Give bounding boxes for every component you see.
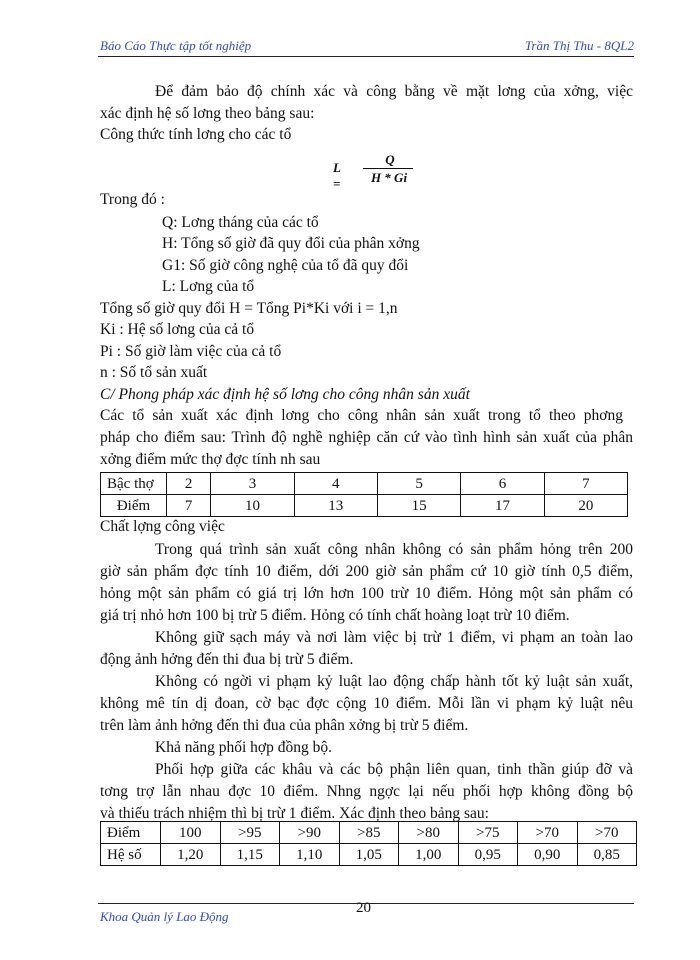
coef-value-cell: 0,95 [458,844,518,866]
coef-value-cell: 1,00 [399,844,459,866]
quality-e-2: tơng trợ lẫn nhau đợc 10 điểm. Nhng ngợc lại nếu phối hợp không đồng bộ [100,783,633,800]
points-row [101,495,628,517]
coef-value-cell: 1,10 [280,844,340,866]
coef-points-row [101,822,637,844]
points-cell: 20 [544,495,627,517]
coef-points-cell: >75 [458,822,518,844]
formula-lhs: L = [333,160,341,191]
section-c-para-2: pháp cho điểm sau: Trình độ nghề nghiệp căn cứ vào tình hình sản xuất của phân [100,429,633,446]
header-left-title: Báo Cáo Thực tập tốt nghiệp [100,38,252,53]
formula-denominator: H * Gi [370,170,408,185]
section-c-para-3: xởng điểm mức thợ đợc tính nh sau [100,451,321,468]
formula-numerator: Q [385,152,395,167]
quality-title: Chất lợng công việc [100,518,225,535]
footer-faculty: Khoa Quản lý Lao Động [100,909,229,924]
points-cell: 15 [377,495,460,517]
coef-value-cell: 1,05 [339,844,399,866]
quality-c-3: trên làm ảnh hởng đến thi đua của phân xởng bị trừ 5 điểm. [100,717,469,734]
quality-e-1: Phối hợp giữa các khâu và các bộ phận liên quan, tinh thần giúp đỡ và [155,761,633,778]
section-c-heading: C/ Phong pháp xác định hệ số lơng cho công nhân sản xuất [100,386,470,403]
intro-line-2: xác định hệ số lơng theo bảng sau: [100,105,315,122]
points-cell: 17 [461,495,544,517]
coef-points-cell: >85 [339,822,399,844]
grade-cell: 3 [211,473,294,495]
quality-a-2: giờ sản phẩm đợc tính 10 điểm, dới 200 giờ sản phẩm cứ 10 giờ tính 0,5 điểm, [100,563,633,580]
formula-fraction-bar [363,168,413,169]
coef-values-label: Hệ số [101,844,161,866]
intro-line-1: Để đảm bảo độ chính xác và công bằng về mặt lơng của xởng, việc [155,83,633,100]
coefficient-table [100,821,637,866]
grade-row-label: Bậc thợ [101,473,167,495]
points-cell: 7 [167,495,211,517]
quality-c-2: không mê tín dị đoan, cờ bạc đợc cộng 10 điểm. Mỗi lần vi phạm kỷ luật nêu [100,695,633,712]
header-author: Trần Thị Thu - 8QL2 [524,38,634,53]
section-c-para-1: Các tổ sản xuất xác định lơng cho công nhân sản xuất trong tổ theo phơng [100,407,623,424]
coef-value-cell: 1,15 [220,844,280,866]
intro-line-3: Công thức tính lơng cho các tổ [100,126,292,143]
quality-c-1: Không có ngời vi phạm kỷ luật lao động chấp hành tốt kỷ luật sản xuất, [155,673,633,690]
where-title: Trong đó : [100,191,165,208]
coef-points-cell: >70 [518,822,578,844]
coef-value-cell: 1,20 [161,844,221,866]
def-pi: Pi : Số giờ làm việc của cả tổ [100,343,282,360]
page-number: 20 [356,900,371,916]
where-g: G1: Số giờ công nghệ của tổ đã quy đổi [162,257,409,274]
coef-points-cell: >95 [220,822,280,844]
quality-b-2: động ảnh hởng đến thi đua bị trừ 5 điểm. [100,651,354,668]
grade-cell: 7 [544,473,627,495]
points-cell: 10 [211,495,294,517]
coef-points-cell: >80 [399,822,459,844]
grade-cell: 2 [167,473,211,495]
coef-values-row [101,844,637,866]
coef-points-cell: 100 [161,822,221,844]
quality-b-1: Không giữ sạch máy và nơi làm việc bị trừ 1 điểm, vi phạm an toàn lao [155,629,633,646]
grade-cell: 6 [461,473,544,495]
quality-d: Khả năng phối hợp đồng bộ. [155,739,332,756]
def-n: n : Số tổ sản xuất [100,364,208,381]
coef-value-cell: 0,85 [577,844,637,866]
points-cell: 13 [294,495,377,517]
coef-points-cell: >90 [280,822,340,844]
grade-row [101,473,628,495]
grade-table [100,472,628,517]
points-row-label: Điểm [101,495,167,517]
grade-cell: 4 [294,473,377,495]
grade-cell: 5 [377,473,460,495]
footer-rule [98,903,634,904]
quality-a-1: Trong quá trình sản xuất công nhân không có sản phẩm hỏng trên 200 [155,541,633,558]
def-total: Tổng số giờ quy đổi H = Tổng Pi*Ki với i = 1,n [100,300,398,317]
where-h: H: Tổng số giờ đã quy đổi của phân xởng [162,235,420,252]
where-q: Q: Lơng tháng của các tổ [162,214,319,231]
coef-value-cell: 0,90 [518,844,578,866]
coef-points-label: Điểm [101,822,161,844]
coef-points-cell: >70 [577,822,637,844]
def-ki: Ki : Hệ số lơng của cả tổ [100,321,255,338]
quality-a-4: giá trị nhỏ hơn 100 bị trừ 5 điểm. Hỏng có tính chất hoàng loạt trừ 10 điểm. [100,607,570,624]
quality-e-3: và thiếu trách nhiệm thì bị trừ 1 điểm. Xác định theo bảng sau: [100,805,489,822]
header-rule [98,56,634,57]
where-l: L: Lơng của tổ [162,278,255,295]
quality-a-3: hỏng một sản phẩm có giá trị lớn hơn 100 trừ 10 điểm. Hỏng một sản phẩm có [100,585,633,602]
